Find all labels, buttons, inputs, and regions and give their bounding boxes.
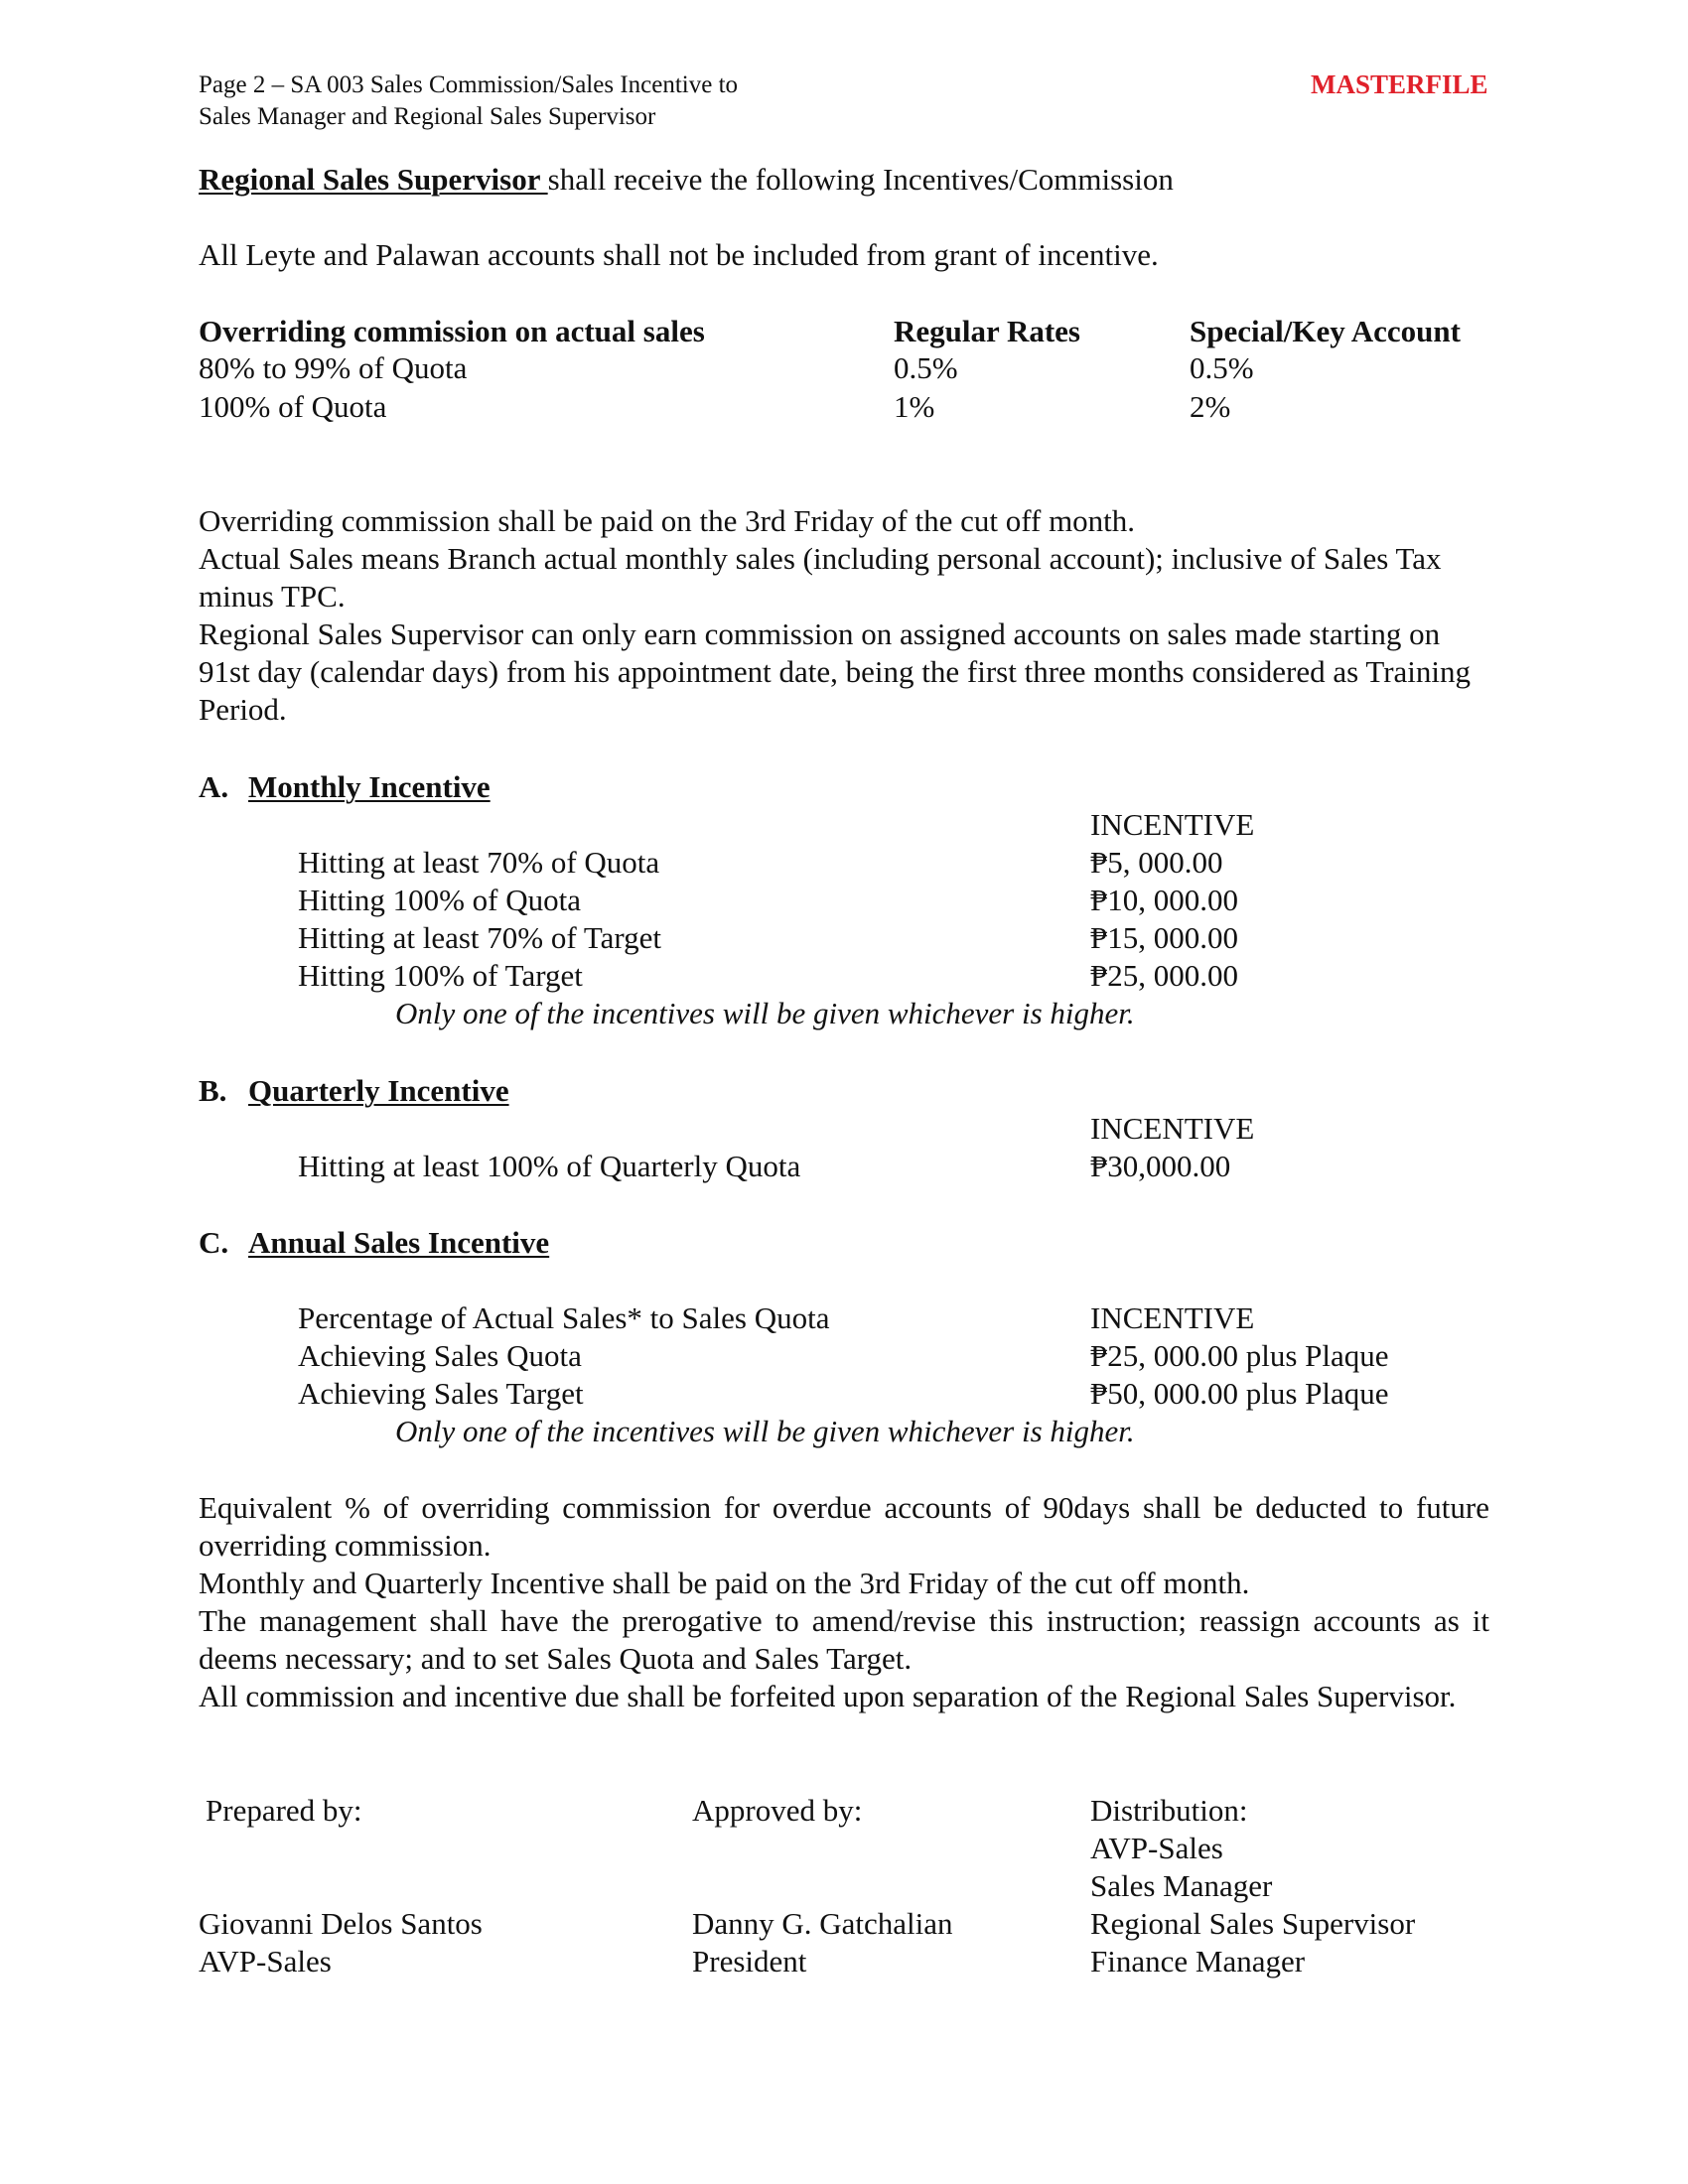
- closing-prerogative: The management shall have the prerogative to amend/revise this instruction; reassign accounts as it deems necessary; and to set Sales Quota and Sales Target.: [199, 1603, 1489, 1676]
- prepared-by-name: Giovanni Delos Santos: [199, 1906, 483, 1941]
- section-a-title: Monthly Incentive: [248, 769, 491, 804]
- section-b-col-header: INCENTIVE: [1090, 1111, 1255, 1146]
- closing-forfeiture: All commission and incentive due shall be forfeited upon separation of the Regional Sales Supervisor.: [199, 1679, 1457, 1713]
- section-a-row-4-label: Hitting 100% of Target: [298, 958, 583, 993]
- approved-by-title: President: [692, 1944, 807, 1979]
- commission-header-3: Special/Key Account: [1190, 314, 1461, 348]
- distribution-label: Distribution:: [1090, 1793, 1248, 1828]
- section-a-row-1-label: Hitting at least 70% of Quota: [298, 845, 660, 880]
- section-b-row-1-label: Hitting at least 100% of Quarterly Quota: [298, 1149, 801, 1183]
- closing-block: [199, 1489, 1489, 1715]
- section-c-row-2-amount: ₱50, 000.00 plus Plaque: [1090, 1376, 1389, 1411]
- section-c-col-header: INCENTIVE: [1090, 1300, 1255, 1335]
- section-a-row-2-label: Hitting 100% of Quota: [298, 883, 581, 917]
- approved-by-label: Approved by:: [692, 1793, 863, 1828]
- section-c-letter: C.: [199, 1225, 229, 1260]
- section-c-note: Only one of the incentives will be given whichever is higher.: [395, 1414, 1135, 1448]
- section-b-title: Quarterly Incentive: [248, 1073, 509, 1108]
- distribution-item: Regional Sales Supervisor: [1090, 1906, 1416, 1941]
- section-c-title: Annual Sales Incentive: [248, 1225, 550, 1260]
- section-b-letter: B.: [199, 1073, 227, 1108]
- intro-title: Regional Sales Supervisor: [199, 162, 548, 197]
- section-a-col-header: INCENTIVE: [1090, 807, 1255, 842]
- note-actual-sales: Actual Sales means Branch actual monthly sales (including personal account); inclusive of Sales Tax minus TPC.: [199, 541, 1442, 614]
- section-a-row-1-amount: ₱5, 000.00: [1090, 845, 1223, 880]
- section-a-row-2-amount: ₱10, 000.00: [1090, 883, 1238, 917]
- distribution-item: Finance Manager: [1090, 1944, 1306, 1979]
- approved-by-name: Danny G. Gatchalian: [692, 1906, 953, 1941]
- section-b-row-1-amount: ₱30,000.00: [1090, 1149, 1231, 1183]
- section-a-row-3-amount: ₱15, 000.00: [1090, 920, 1238, 955]
- commission-row-1-label: 80% to 99% of Quota: [199, 350, 468, 385]
- header-line-2: Sales Manager and Regional Sales Supervisor: [199, 103, 656, 130]
- section-c-row-1-label: Achieving Sales Quota: [298, 1338, 582, 1373]
- intro-title-rest: shall receive the following Incentives/Commission: [547, 162, 1174, 197]
- commission-header-1: Overriding commission on actual sales: [199, 314, 705, 348]
- commission-row-1-regular: 0.5%: [894, 350, 958, 385]
- commission-header-2: Regular Rates: [894, 314, 1080, 348]
- notes-block: [199, 502, 1489, 729]
- commission-row-2-label: 100% of Quota: [199, 389, 387, 424]
- prepared-by-label: Prepared by:: [206, 1793, 362, 1828]
- closing-payment-date: Monthly and Quarterly Incentive shall be paid on the 3rd Friday of the cut off month.: [199, 1566, 1250, 1600]
- commission-row-2-regular: 1%: [894, 389, 935, 424]
- note-payment-date: Overriding commission shall be paid on the 3rd Friday of the cut off month.: [199, 503, 1136, 538]
- section-a-row-4-amount: ₱25, 000.00: [1090, 958, 1238, 993]
- commission-row-2-special: 2%: [1190, 389, 1231, 424]
- section-a-row-3-label: Hitting at least 70% of Target: [298, 920, 662, 955]
- section-c-row-2-label: Achieving Sales Target: [298, 1376, 584, 1411]
- distribution-item: Sales Manager: [1090, 1868, 1273, 1903]
- section-c-label-header: Percentage of Actual Sales* to Sales Quota: [298, 1300, 830, 1335]
- section-a-note: Only one of the incentives will be given whichever is higher.: [395, 996, 1135, 1030]
- section-c-row-1-amount: ₱25, 000.00 plus Plaque: [1090, 1338, 1389, 1373]
- exclusion-text: All Leyte and Palawan accounts shall not be included from grant of incentive.: [199, 237, 1159, 272]
- note-training-period: Regional Sales Supervisor can only earn commission on assigned accounts on sales made starting on 91st day (calendar days) from his appointment date, being the first three months considered as Training Period.: [199, 616, 1472, 727]
- closing-overdue: Equivalent % of overriding commission for overdue accounts of 90days shall be deducted to future overriding commission.: [199, 1490, 1489, 1563]
- header-line-1: Page 2 – SA 003 Sales Commission/Sales Incentive to: [199, 71, 739, 98]
- distribution-item: AVP-Sales: [1090, 1831, 1223, 1865]
- intro-heading: [199, 161, 1174, 199]
- section-a-letter: A.: [199, 769, 229, 804]
- prepared-by-title: AVP-Sales: [199, 1944, 332, 1979]
- masterfile-label: MASTERFILE: [1311, 69, 1488, 99]
- commission-row-1-special: 0.5%: [1190, 350, 1254, 385]
